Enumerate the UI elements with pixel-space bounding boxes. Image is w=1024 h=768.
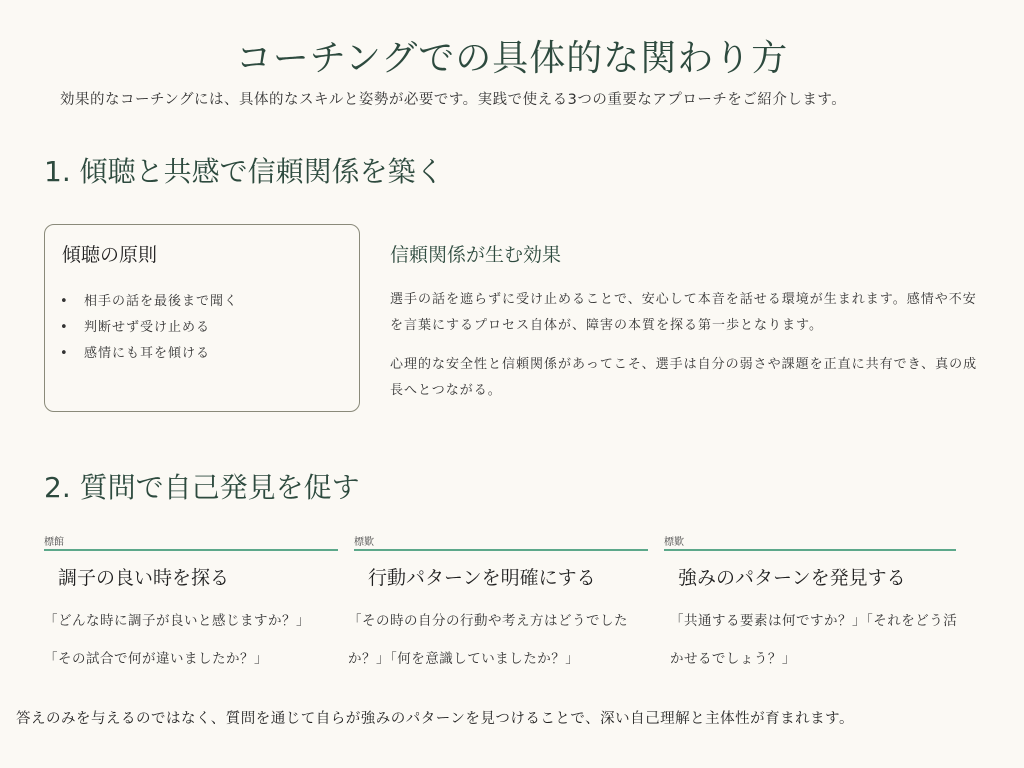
section-2-heading: 2. 質問で自己発見を促す: [44, 471, 360, 504]
column-divider: [664, 549, 956, 551]
column-divider: [44, 549, 338, 551]
trust-paragraph-2: 心理的な安全性と信頼関係があってこそ、選手は自分の弱さや課題を正直に共有でき、真の成長へとつながる。: [390, 357, 978, 398]
column-title: 行動パターンを明確にする: [368, 567, 596, 589]
footer-summary: 答えのみを与えるのではなく、質問を通じて自らが強みのパターンを見つけることで、深い自己理解と主体性が育まれます。: [16, 711, 854, 727]
intro-text: 効果的なコーチングには、具体的なスキルと姿勢が必要です。実践で使える3つの重要なアプローチをご紹介します。: [60, 92, 847, 108]
list-item: [60, 342, 210, 361]
list-item-text: 相手の話を最後まで聞く: [84, 294, 239, 309]
listening-principles-title: 傾聴の原則: [62, 244, 158, 266]
list-item: [60, 290, 238, 309]
trust-effects-title: 信頼関係が生む効果: [390, 244, 562, 266]
column-title: 調子の良い時を探る: [58, 567, 230, 589]
bullet-icon: •: [60, 294, 69, 309]
column-body: 「どんな時に調子が良いと感じますか？」 「その試合で何が違いましたか？」: [44, 613, 310, 667]
bullet-icon: •: [60, 346, 69, 361]
list-item-text: 判断せず受け止める: [84, 320, 211, 335]
column-body: 「その時の自分の行動や考え方はどうでしたか？」「何を意識していましたか？」: [348, 613, 628, 667]
list-item-text: 感情にも耳を傾ける: [84, 346, 211, 361]
bullet-icon: •: [60, 320, 69, 335]
column-title: 強みのパターンを発見する: [678, 567, 906, 589]
trust-paragraph-1: 選手の話を遮らずに受け止めることで、安心して本音を話せる環境が生まれます。感情や不安を言葉にするプロセス自体が、障害の本質を探る第一歩となります。: [390, 292, 977, 333]
column-tag: 標館: [44, 537, 64, 548]
column-tag: 標歎: [354, 537, 374, 548]
page-title: コーチングでの具体的な関わり方: [235, 38, 789, 79]
column-tag: 標歎: [664, 537, 684, 548]
column-divider: [354, 549, 648, 551]
column-body: 「共通する要素は何ですか？」「それをどう活かせるでしょう？」: [670, 613, 958, 667]
section-1-heading: 1. 傾聴と共感で信頼関係を築く: [44, 155, 444, 188]
list-item: [60, 316, 210, 335]
